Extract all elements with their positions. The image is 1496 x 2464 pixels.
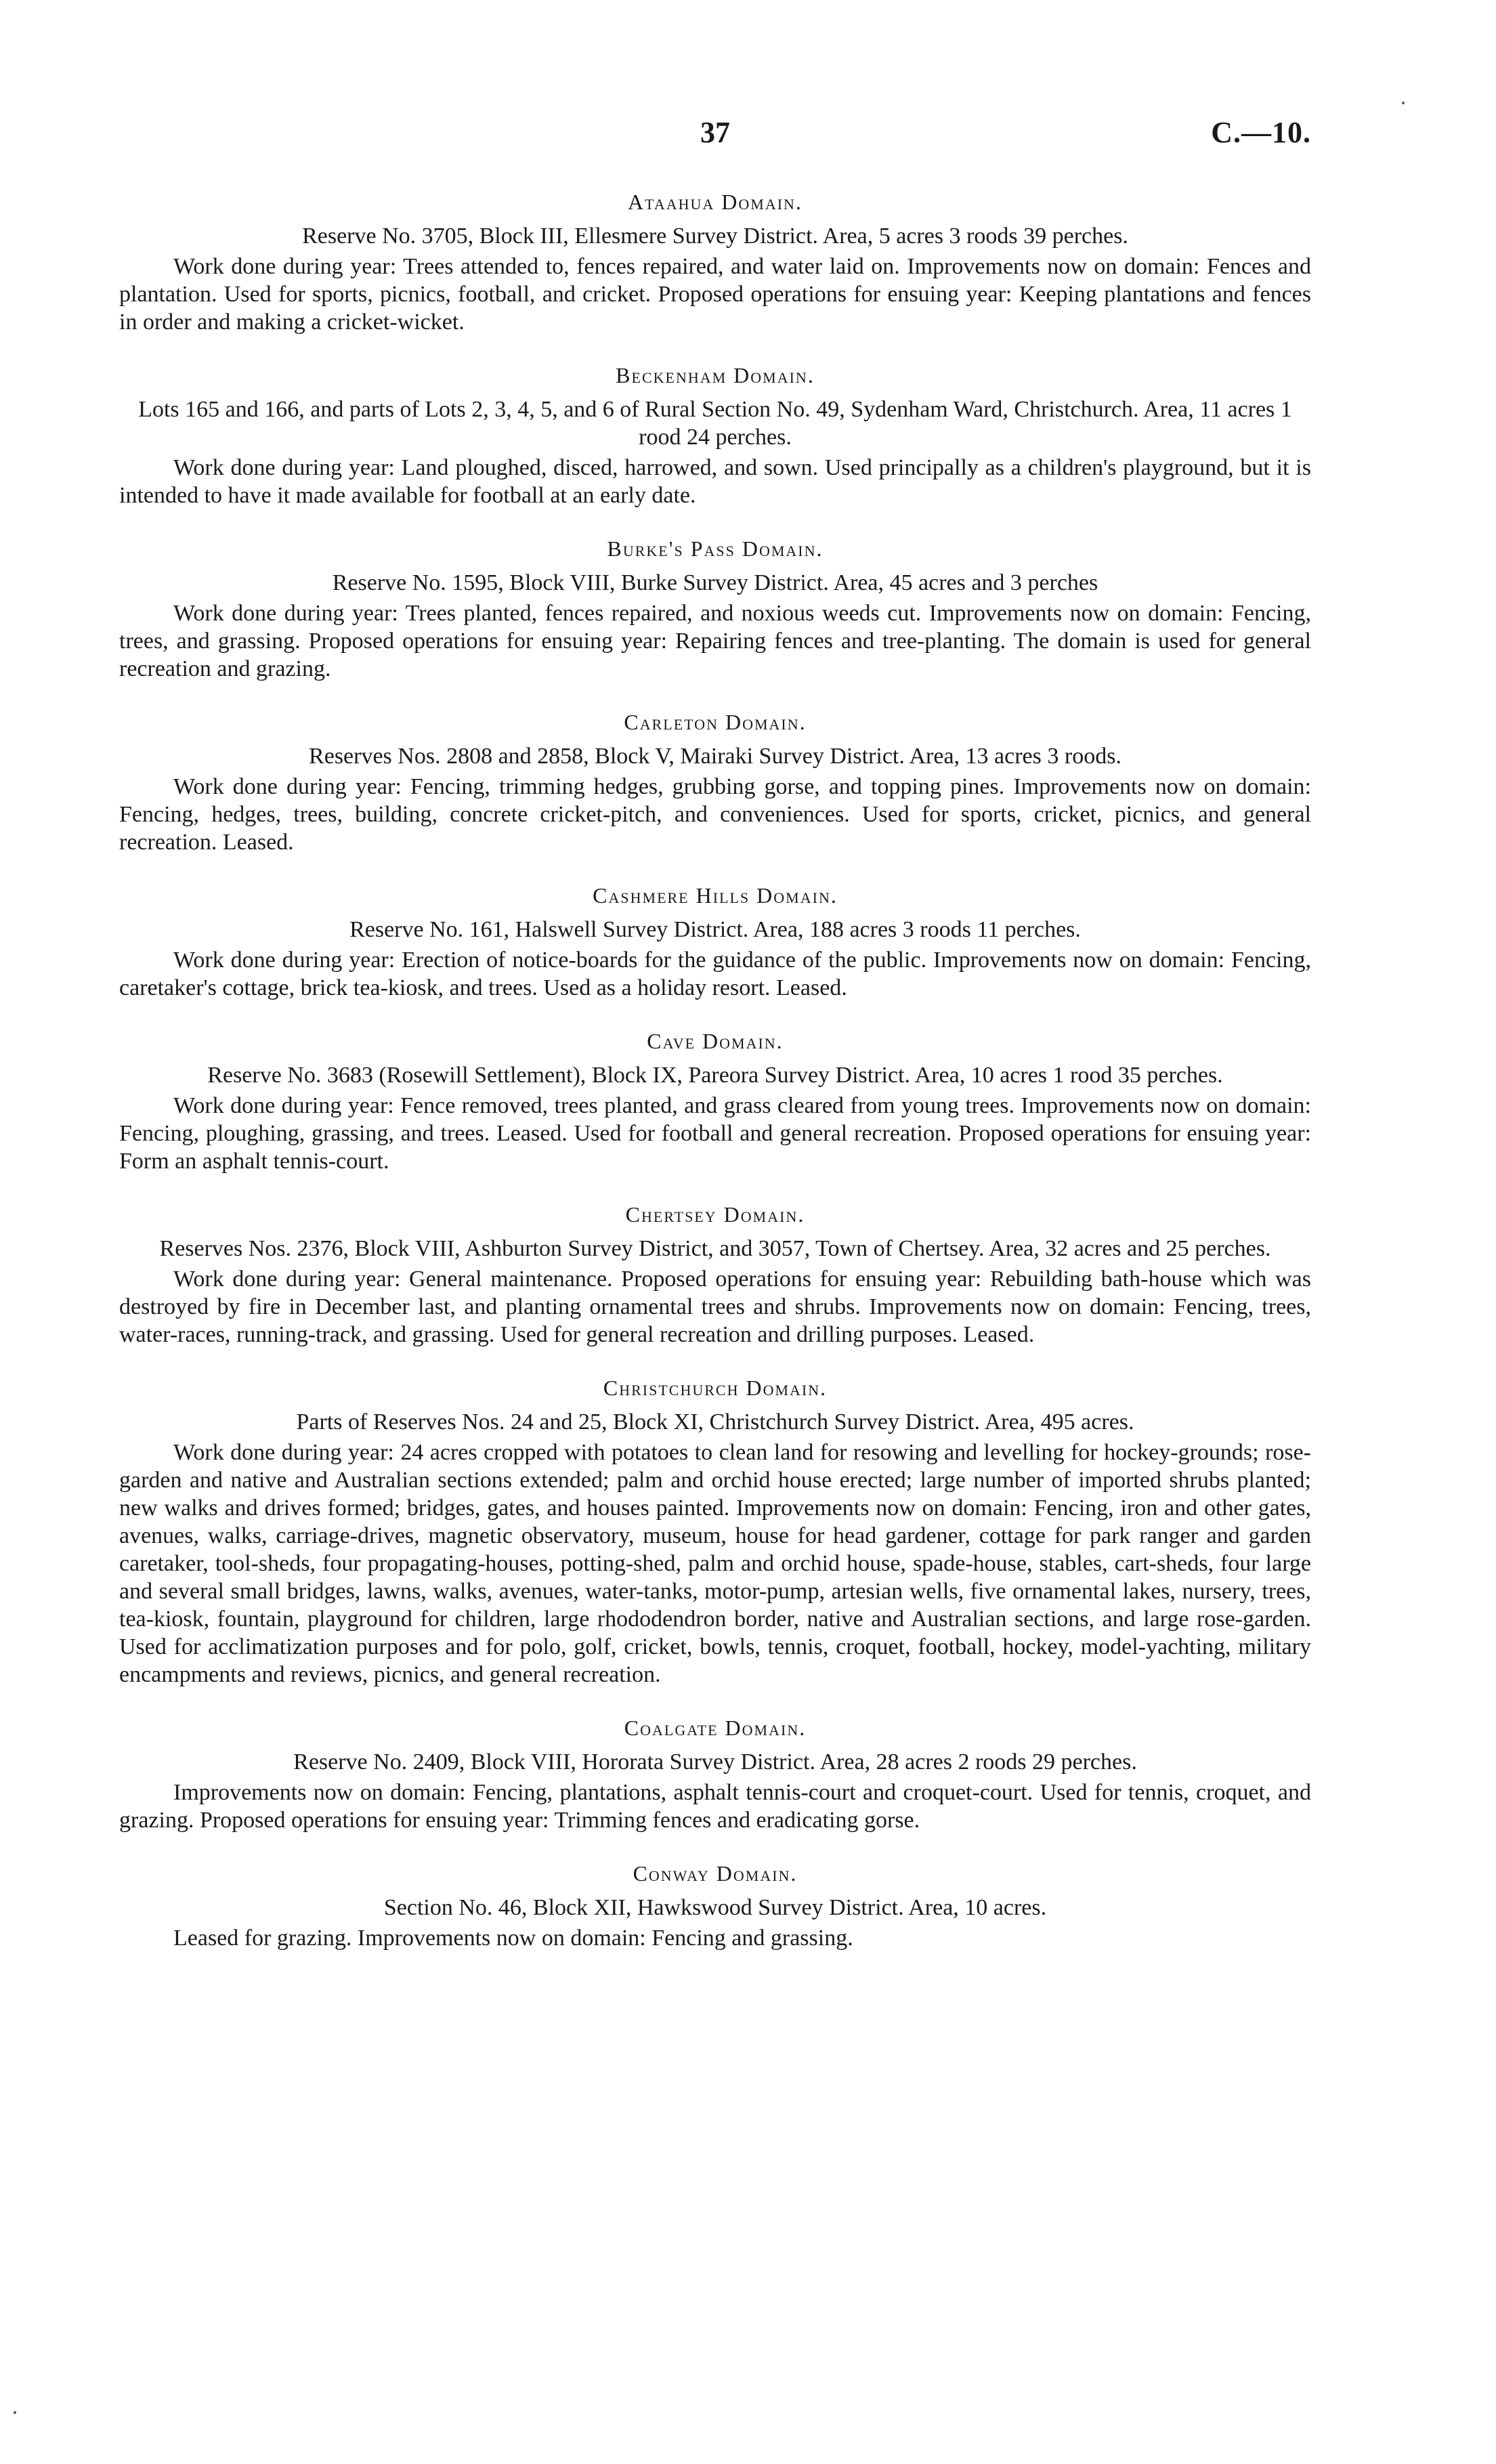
reserve-line: Reserve No. 2409, Block VIII, Hororata Survey District. Area, 28 acres 2 roods 29 perches.	[293, 1749, 1137, 1775]
domain-section	[119, 882, 1311, 1002]
reserve-line: Lots 165 and 166, and parts of Lots 2, 3, 4, 5, and 6 of Rural Section No. 49, Sydenham Ward, Christchurch. Area, 11 acres 1 rood 24 perches.	[138, 397, 1292, 450]
domain-title: Carleton Domain.	[624, 710, 807, 734]
domain-paragraph: Work done during year: Trees attended to, fences repaired, and water laid on. Improvements now on domain: Fences and plantation. Used for sports, picnics, football, and cricket. Proposed operations for ensuing year: Keeping plantations and fences in order and making a cricket-wicket.	[119, 254, 1311, 335]
reserve-line: Parts of Reserves Nos. 24 and 25, Block XI, Christchurch Survey District. Area, 495 acres.	[296, 1409, 1134, 1435]
domain-paragraph: Work done during year: General maintenance. Proposed operations for ensuing year: Rebuilding bath-house which was destroyed by fire in December last, and planting ornamental trees and shrubs. Improvements now on domain: Fencing, trees, water-races, running-track, and grassing. Used for general recreation and drilling purposes. Leased.	[119, 1267, 1311, 1347]
page-number: 37	[700, 116, 730, 149]
domain-title: Burke's Pass Domain.	[607, 536, 824, 561]
domain-paragraph: Work done during year: Erection of notice-boards for the guidance of the public. Improvements now on domain: Fencing, caretaker's cottage, brick tea-kiosk, and trees. Used as a holiday resort. Leased.	[119, 948, 1311, 1000]
domain-section	[119, 362, 1311, 509]
domain-section	[119, 708, 1311, 856]
page-body	[119, 188, 1311, 1978]
domain-paragraph: Work done during year: Fencing, trimming hedges, grubbing gorse, and topping pines. Improvements now on domain: Fencing, hedges, trees, building, concrete cricket-pitch, and conveniences. Used for sports, cricket, picnics, and general recreation. Leased.	[119, 774, 1311, 855]
domain-section	[119, 1201, 1311, 1348]
reserve-line: Reserves Nos. 2808 and 2858, Block V, Mairaki Survey District. Area, 13 acres 3 roods.	[309, 744, 1121, 769]
reserve-line: Reserve No. 1595, Block VIII, Burke Survey District. Area, 45 acres and 3 perches	[332, 570, 1098, 595]
reserve-line: Section No. 46, Block XII, Hawkswood Survey District. Area, 10 acres.	[383, 1895, 1047, 1920]
domain-section	[119, 1860, 1311, 1952]
domain-paragraph: Leased for grazing. Improvements now on domain: Fencing and grassing.	[173, 1926, 853, 1951]
domain-section	[119, 1027, 1311, 1175]
reserve-line: Reserves Nos. 2376, Block VIII, Ashburton Survey District, and 3057, Town of Chertsey. Area, 32 acres and 25 perches.	[159, 1236, 1271, 1261]
document-reference: C.—10.	[1211, 116, 1311, 149]
domain-paragraph: Work done during year: Land ploughed, disced, harrowed, and sown. Used principally as a children's playground, but it is intended to have it made available for football at an early date.	[119, 455, 1311, 508]
reserve-line: Reserve No. 161, Halswell Survey District. Area, 188 acres 3 roods 11 perches.	[349, 917, 1081, 942]
page-header	[119, 115, 1311, 163]
domain-title: Cashmere Hills Domain.	[593, 883, 838, 908]
domain-title: Coalgate Domain.	[624, 1716, 807, 1740]
domain-paragraph: Work done during year: Trees planted, fences repaired, and noxious weeds cut. Improvements now on domain: Fencing, trees, and grassing. Proposed operations for ensuing year: Repairing fences and tree-planting. The domain is used for general recreation and grazing.	[119, 601, 1311, 681]
domain-paragraph: Work done during year: 24 acres cropped with potatoes to clean land for resowing and levelling for hockey-grounds; rose-garden and native and Australian sections extended; palm and orchid house erected; large number of imported shrubs planted; new walks and drives formed; bridges, gates, and houses painted. Improvements now on domain: Fencing, iron and other gates, avenues, walks, carriage-drives, magnetic observatory, museum, house for head gardener, cottage for park ranger and garden caretaker, tool-sheds, four propagating-houses, potting-shed, palm and orchid house, spade-house, stables, cart-sheds, four large and several small bridges, lawns, walks, avenues, water-tanks, motor-pump, artesian wells, five ornamental lakes, nursery, trees, tea-kiosk, fountain, playground for children, large rhododendron border, native and Australian sections, and large rose-garden. Used for acclimatization purposes and for polo, golf, cricket, bowls, tennis, croquet, football, hockey, model-yachting, military encampments and reviews, picnics, and general recreation.	[119, 1440, 1311, 1687]
domain-paragraph: Improvements now on domain: Fencing, plantations, asphalt tennis-court and croquet-court. Used for tennis, croquet, and grazing. Proposed operations for ensuing year: Trimming fences and eradicating gorse.	[119, 1780, 1311, 1833]
reserve-line: Reserve No. 3705, Block III, Ellesmere Survey District. Area, 5 acres 3 roods 39 perches.	[302, 224, 1128, 249]
domain-title: Christchurch Domain.	[603, 1376, 828, 1400]
domain-section	[119, 1374, 1311, 1688]
domain-title: Chertsey Domain.	[625, 1202, 805, 1227]
domain-section	[119, 535, 1311, 683]
domain-title: Ataahua Domain.	[628, 190, 803, 214]
reserve-line: Reserve No. 3683 (Rosewill Settlement), Block IX, Pareora Survey District. Area, 10 acres 1 rood 35 perches.	[207, 1063, 1223, 1088]
scan-speck	[1402, 102, 1405, 104]
domain-title: Cave Domain.	[647, 1029, 784, 1053]
domain-title: Beckenham Domain.	[616, 363, 815, 387]
domain-section	[119, 1714, 1311, 1834]
domain-title: Conway Domain.	[633, 1861, 798, 1886]
scan-speck	[14, 2411, 16, 2414]
domain-section	[119, 188, 1311, 336]
domain-paragraph: Work done during year: Fence removed, trees planted, and grass cleared from young trees. Improvements now on domain: Fencing, ploughing, grassing, and trees. Leased. Used for football and general recreation. Proposed operations for ensuing year: Form an asphalt tennis-court.	[119, 1093, 1311, 1174]
